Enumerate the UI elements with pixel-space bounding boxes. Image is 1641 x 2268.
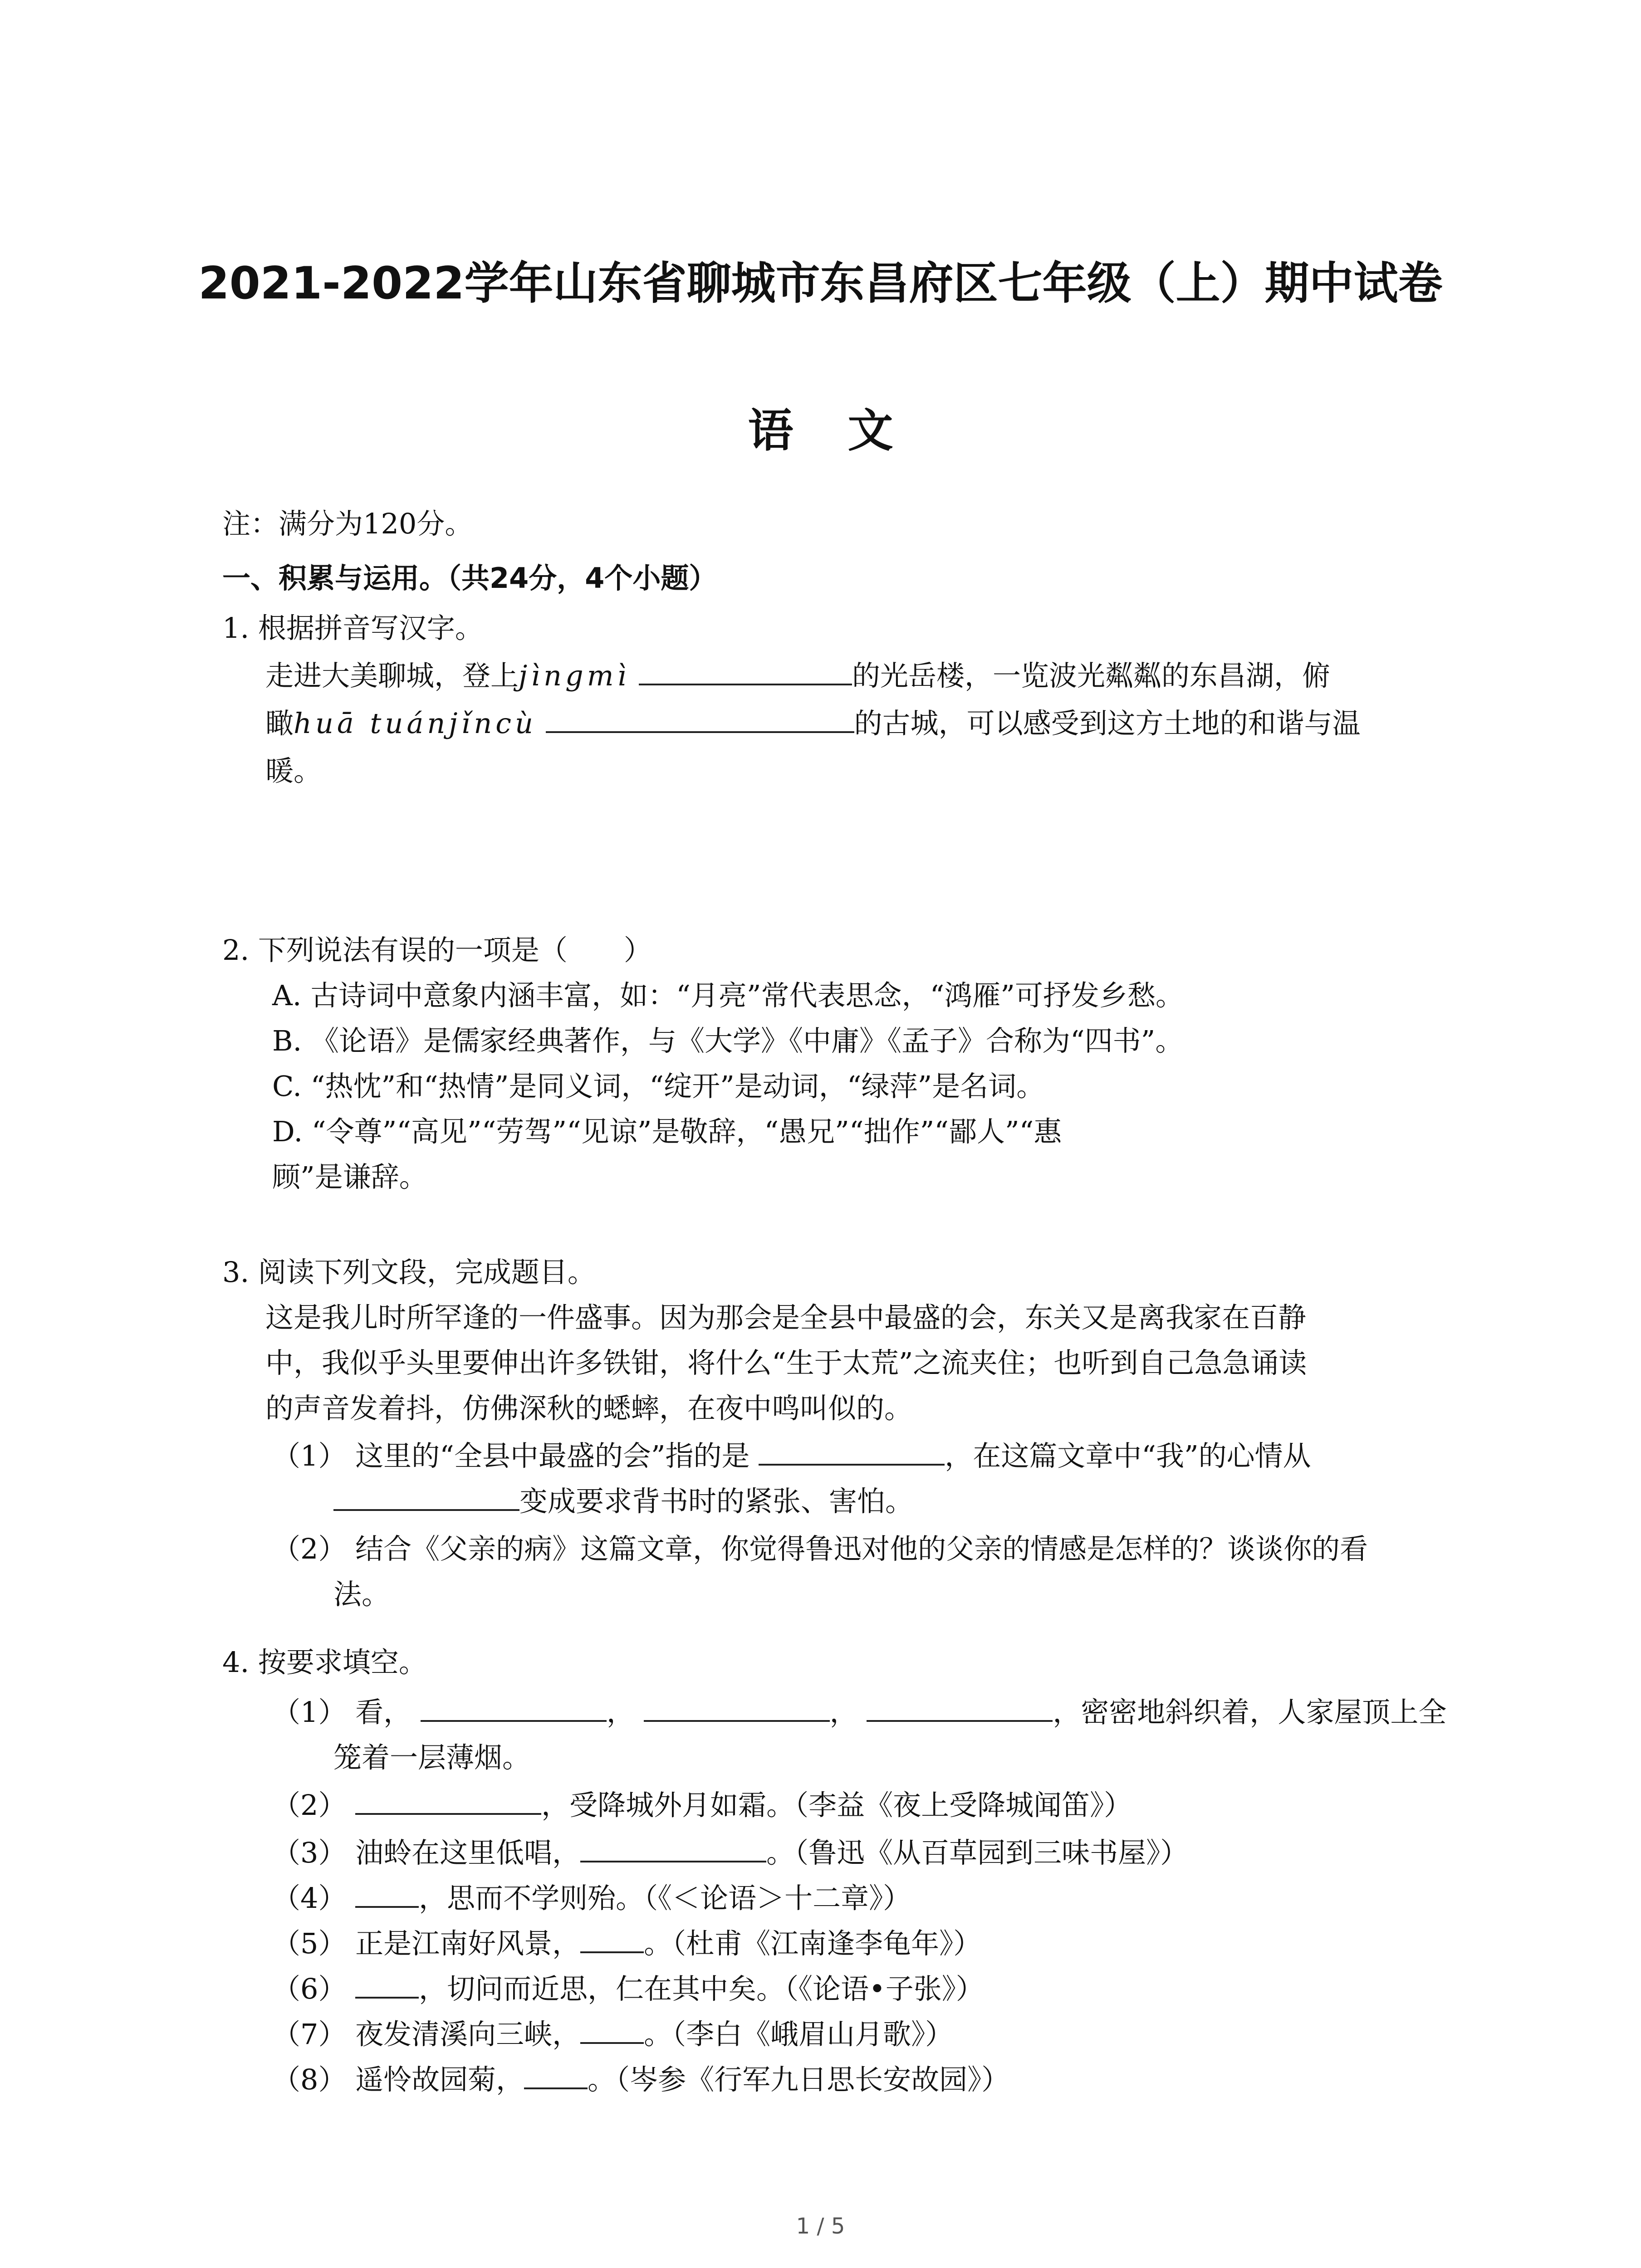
q2-option-d: D. “令尊”“高见”“劳驾”“见谅”是敬辞，“愚兄”“拙作”“鄙人”“惠 <box>272 1115 1062 1148</box>
answer-blank[interactable] <box>333 1481 519 1511</box>
q4-text: （6） <box>272 1972 347 2005</box>
q4-text: （4） <box>272 1882 347 1915</box>
answer-blank[interactable] <box>580 1923 644 1953</box>
q4-item-8 <box>272 2059 1009 2100</box>
q4-text: ，思而不学则殆。（《＜论语＞十二章》） <box>419 1882 911 1915</box>
q1-line-3: 暖。 <box>265 754 322 787</box>
q4-text: 。（岑参《行军九日思长安故园》） <box>588 2063 1010 2096</box>
q3-sub-1 <box>272 1436 1311 1476</box>
answer-blank[interactable] <box>639 655 852 685</box>
q3-sub-2: （2） 结合《父亲的病》这篇文章，你觉得鲁迅对他的父亲的情感是怎样的？谈谈你的看 <box>272 1532 1368 1565</box>
q3-passage: 这是我儿时所罕逢的一件盛事。因为那会是全县中最盛的会，东关又是离我家在百静 <box>265 1301 1307 1334</box>
answer-blank[interactable] <box>644 1692 830 1722</box>
exam-title: 2021-2022学年山东省聊城市东昌府区七年级（上）期中试卷 <box>198 258 1443 309</box>
page-number: 1 / 5 <box>796 2214 845 2239</box>
q1-text: 走进大美聊城，登上 <box>265 659 519 692</box>
q4-text: （3） 油蛉在这里低唱， <box>272 1836 581 1869</box>
q4-item-7 <box>272 2014 953 2055</box>
subject-title: 语文 <box>748 404 948 457</box>
q4-text: 。（李白《峨眉山月歌》） <box>644 2018 954 2051</box>
q3-sub-1-text: 变成要求背书时的紧张、害怕。 <box>519 1485 914 1518</box>
q4-item-5 <box>272 1923 981 1964</box>
q1-text: 的光岳楼，一览波光粼粼的东昌湖，俯 <box>852 659 1331 692</box>
q4-text: 。（鲁迅《从百草园到三味书屋》） <box>766 1836 1189 1869</box>
q3-sub-1-text: （1） 这里的“全县中最盛的会”指的是 <box>272 1439 750 1472</box>
pinyin: huā tuánjǐncù <box>294 707 537 740</box>
answer-blank[interactable] <box>759 1436 945 1466</box>
q3-passage: 的声音发着抖，仿佛深秋的蟋蟀，在夜中鸣叫似的。 <box>265 1392 913 1425</box>
q1-line-1 <box>265 655 1330 696</box>
q3-sub-1-cont <box>333 1481 913 1522</box>
answer-blank[interactable] <box>355 1785 541 1815</box>
answer-blank[interactable] <box>580 1833 766 1862</box>
answer-blank[interactable] <box>867 1692 1053 1722</box>
answer-blank[interactable] <box>421 1692 607 1722</box>
q1-line-2 <box>265 703 1361 744</box>
q4-item-3 <box>272 1833 1188 1873</box>
answer-blank[interactable] <box>355 1969 419 1999</box>
section-heading: 一、积累与运用。（共24分，4个小题） <box>222 562 717 595</box>
answer-blank[interactable] <box>355 1878 419 1908</box>
answer-blank[interactable] <box>524 2059 588 2089</box>
answer-blank[interactable] <box>580 2014 644 2044</box>
q1-text: 的古城，可以感受到这方土地的和谐与温 <box>854 707 1361 740</box>
q4-item-1 <box>272 1692 1446 1733</box>
q3-sub-2-cont: 法。 <box>333 1578 390 1611</box>
pinyin: jìngmì <box>519 659 630 692</box>
q4-item-6 <box>272 1969 984 2009</box>
q3-stem: 3. 阅读下列文段，完成题目。 <box>222 1256 596 1289</box>
q1-stem: 1. 根据拼音写汉字。 <box>222 611 483 645</box>
q4-item-4 <box>272 1878 911 1919</box>
q4-text: （2） <box>272 1789 347 1822</box>
q4-text: （1） 看， <box>272 1696 412 1729</box>
q2-option-c: C. “热忱”和“热情”是同义词，“绽开”是动词，“绿萍”是名词。 <box>272 1070 1045 1103</box>
q4-text: ，受降城外月如霜。（李益《夜上受降城闻笛》） <box>541 1789 1132 1822</box>
q4-text: ，切问而近思，仁在其中矣。（《论语•子张》） <box>419 1972 984 2005</box>
q4-item-2 <box>272 1785 1132 1826</box>
answer-blank[interactable] <box>546 703 854 733</box>
q4-text: 。（杜甫《江南逢李龟年》） <box>644 1927 982 1960</box>
q4-text: （8） 遥怜故园菊， <box>272 2063 524 2096</box>
q4-text: （7） 夜发清溪向三峡， <box>272 2018 581 2051</box>
q3-sub-1-text: ，在这篇文章中“我”的心情从 <box>945 1439 1311 1472</box>
score-note: 注：满分为120分。 <box>222 507 473 540</box>
q4-text: （5） 正是江南好风景， <box>272 1927 581 1960</box>
q2-option-a: A. 古诗词中意象内涵丰富，如：“月亮”常代表思念，“鸿雁”可抒发乡愁。 <box>272 979 1184 1012</box>
q2-option-d-cont: 顾”是谦辞。 <box>272 1160 427 1193</box>
q4-item-1-cont: 笼着一层薄烟。 <box>333 1741 531 1774</box>
q2-option-b: B. 《论语》是儒家经典著作，与《大学》《中庸》《孟子》合称为“四书”。 <box>272 1024 1184 1057</box>
q4-text: ，密密地斜织着，人家屋顶上全 <box>1053 1696 1447 1729</box>
q4-text: ， <box>606 1696 635 1729</box>
q4-stem: 4. 按要求填空。 <box>222 1646 427 1679</box>
q3-passage: 中，我似乎头里要伸出许多铁钳，将什么“生于太荒”之流夹住；也听到自己急急诵读 <box>265 1346 1307 1379</box>
q2-stem: 2. 下列说法有误的一项是（ ） <box>222 934 652 967</box>
q1-text: 瞰 <box>265 707 294 740</box>
q4-text: ， <box>829 1696 858 1729</box>
